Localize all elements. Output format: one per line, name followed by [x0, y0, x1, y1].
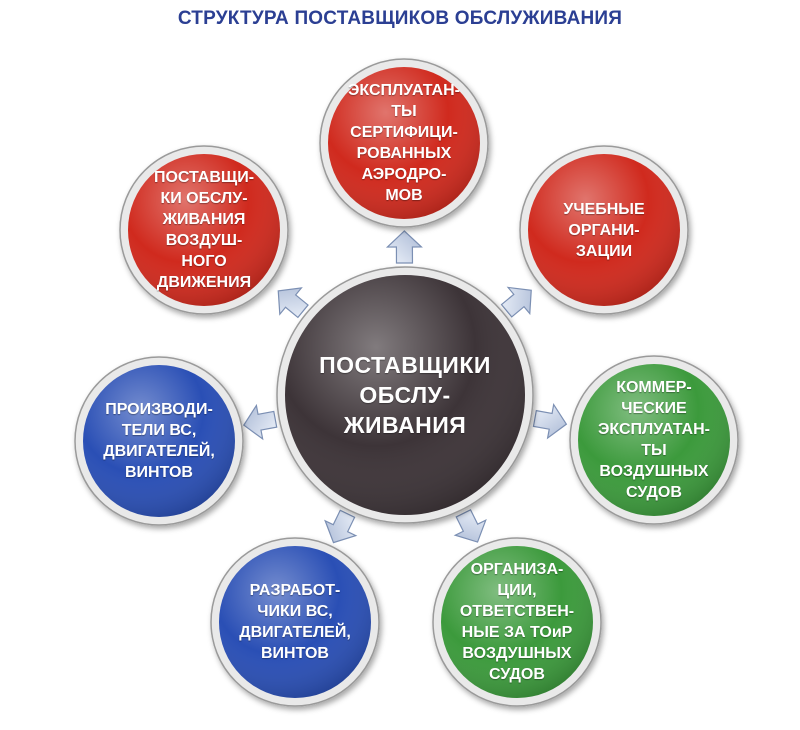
node-airports-label-lines — [348, 80, 460, 206]
node-developers-label-line: ЧИКИ ВС, — [257, 603, 333, 620]
node-commercial-label-line: ЧЕСКИЕ — [621, 400, 687, 417]
node-developers-label-line: ВИНТОВ — [261, 645, 329, 662]
arrow-to-airports — [387, 231, 421, 263]
node-commercial-label-line: ТЫ — [641, 442, 667, 459]
node-airports-label-line: ЭКСПЛУАТАН- — [348, 82, 460, 99]
node-atc-label-lines — [154, 167, 254, 293]
arrow-to-manufacturers — [241, 403, 279, 442]
node-maintenance-label-line: ЦИИ, — [497, 582, 537, 599]
node-commercial-label — [587, 364, 721, 516]
node-atc-label-line: ПОСТАВЩИ- — [153, 169, 255, 186]
node-atc-label — [137, 154, 271, 306]
node-atc-label-line: ДВИЖЕНИЯ — [156, 274, 252, 291]
node-developers-label-line: ДВИГАТЕЛЕЙ, — [239, 624, 351, 641]
node-maintenance-label-line: ВОЗДУШНЫХ — [462, 645, 572, 662]
node-atc-label-line: ЖИВАНИЯ — [162, 211, 246, 228]
node-commercial-label-line: СУДОВ — [626, 484, 682, 501]
node-developers-label — [228, 546, 362, 698]
node-developers-label-lines — [239, 580, 351, 664]
node-airports-label-line: МОВ — [385, 187, 423, 204]
node-maintenance-label-line: ОТВЕТСТВЕН- — [459, 603, 575, 620]
node-manufacturers-label-line: ВИНТОВ — [125, 464, 193, 481]
center-label-line: ЖИВАНИЯ — [343, 412, 467, 438]
node-airports-label-line: ТЫ — [391, 103, 417, 120]
node-manufacturers-label-lines — [103, 399, 215, 483]
node-manufacturers-label-line: ДВИГАТЕЛЕЙ, — [103, 443, 215, 460]
node-training-label-line: УЧЕБНЫЕ — [563, 200, 645, 218]
arrow-to-commercial — [532, 402, 570, 441]
node-manufacturers-label-line: ПРОИЗВОДИ- — [105, 401, 213, 418]
center-label-lines — [319, 350, 491, 440]
node-maintenance-label-lines — [460, 559, 574, 685]
node-manufacturers-label — [92, 365, 226, 517]
node-developers-label-line: РАЗРАБОТ- — [249, 582, 341, 599]
center-label-line: ПОСТАВЩИКИ — [319, 352, 491, 378]
node-airports-label-line: РОВАННЫХ — [356, 145, 452, 162]
node-manufacturers-label-line: ТЕЛИ ВС, — [121, 422, 197, 439]
node-airports-label-line: АЭРОДРО- — [361, 166, 447, 183]
node-training-label-line: ОРГАНИ- — [568, 221, 640, 239]
node-atc-label-line: ВОЗДУШ- — [165, 232, 243, 249]
center-label — [294, 275, 516, 515]
diagram-title: СТРУКТУРА ПОСТАВЩИКОВ ОБСЛУЖИВАНИЯ — [177, 8, 623, 29]
node-training-label-line: ЗАЦИИ — [575, 242, 633, 260]
node-maintenance-label-line: СУДОВ — [489, 666, 545, 683]
node-airports-label — [337, 67, 471, 219]
node-commercial-label-line: ЭКСПЛУАТАН- — [598, 421, 710, 438]
node-commercial-label-line: КОММЕР- — [616, 379, 692, 396]
node-airports-label-line: СЕРТИФИЦИ- — [350, 124, 458, 141]
center-label-line: ОБСЛУ- — [359, 382, 451, 408]
node-maintenance-label-line: НЫЕ ЗА ТОиР — [461, 624, 573, 641]
node-training-label — [537, 154, 671, 306]
node-training-label-lines — [563, 199, 644, 262]
node-maintenance-label — [450, 546, 584, 698]
node-atc-label-line: НОГО — [181, 253, 227, 270]
node-commercial-label-line: ВОЗДУШНЫХ — [599, 463, 709, 480]
node-commercial-label-lines — [598, 377, 710, 503]
node-atc-label-line: КИ ОБСЛУ- — [160, 190, 248, 207]
node-maintenance-label-line: ОРГАНИЗА- — [470, 561, 564, 578]
